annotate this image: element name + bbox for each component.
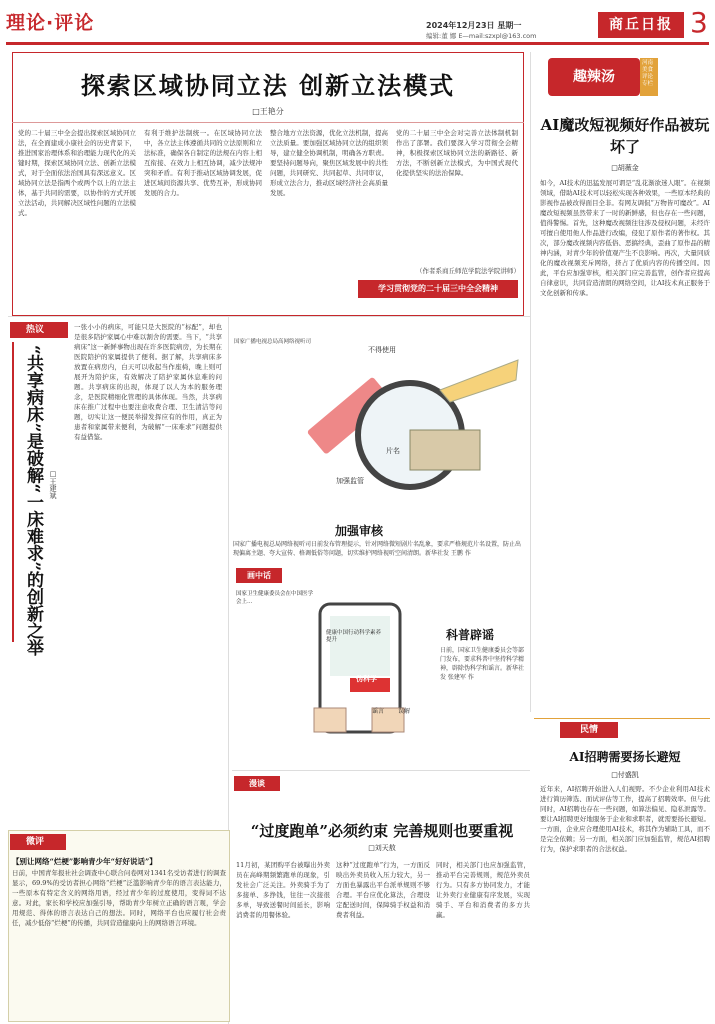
film-card (410, 430, 480, 470)
author-note: （作者系商丘师范学院法学院讲师） (416, 267, 520, 275)
rumor-sign (314, 708, 346, 732)
huazhong-text: 日前，国家卫生健康委员会等部门发布，要求科普中坚持科学精神，辟除伪科学和谣言。新华社发 张建军 作 (440, 647, 525, 681)
header-rule (6, 42, 709, 45)
mantan-column-3: 同时，相关部门也应加强监管，推动平台完善规则，规范外卖员行为。只有多方协同发力，才能让外卖行业健康有序发展，实现骑手、平台和消费者的多方共赢。 (436, 861, 530, 919)
illustration-caption: 国家广播电视总局高网络视听司 (234, 339, 312, 345)
ai-video-article-author: □胡薇金 (611, 164, 639, 172)
newspaper-logo: 商丘日报 (598, 12, 684, 38)
lead-article-column-4: 党的二十届三中全会对完善立法体制机制作出了部署。我们要深入学习贯彻全会精神，积极探索区域协同立法的新路径、新方法，不断创新立法模式，为中国式现代化提供坚实的法治保障。 (396, 129, 518, 177)
misunderstanding-label: 误解 (398, 708, 411, 715)
lead-article-column-1: 党的二十届三中全会提出探索区域协同立法，在全面建成小康社会的历史背景下，推进国家治理体系和治理能力现代化的关键时期，探索区域协同立法、创新立法模式，对于全面依法治国具有深远意义。区域协同立法是指两个或两个以上的立法主体，基于共同的需要，以协作的方式开展立法活动，共同解决区域性问题的立法模式。 (18, 129, 136, 217)
huazhong-heading: 科普辟谣 (446, 628, 495, 642)
ai-video-article-body: 如今，AI技术的迅猛发展可谓是“乱花渐欲迷人眼”。在视频领域，借助AI技术可以轻松实现各种效果，一些原本经典的影视作品被改得面目全非。有网友调侃“万物皆可魔改”。AI魔改短视频虽然带来了一时的新鲜感，但也存在一些问题，值得警惕。首先，这种魔改视频往往涉及侵权问题，未经许可擅自使用他人作品进行改编，侵犯了原作者的著作权。其次，部分魔改视频内容低俗、恶搞经典，歪曲了原作品的精神内涵，对青少年的价值观产生不良影响。再次，大量同质化的魔改视频充斥网络，挤占了优质内容的传播空间。因此，平台应加强审核，相关部门应完善监管，创作者应提高自律意识，共同营造清朗的网络空间，让AI技术真正服务于文化创新和传承。 (540, 179, 710, 297)
column-tag: 趣辣汤 (548, 58, 640, 96)
mantan-column-1: 11月初，某团购平台被曝出外卖员在高峰期频繁跑单的现象，引发社会广泛关注。外卖骑手为了多接单、多挣钱，往往一次接很多单，导致送餐时间延长，影响消费者的用餐体验。 (236, 861, 330, 919)
pseudo-science-label: 伪科学 (356, 675, 377, 683)
page-number: 3 (690, 6, 708, 39)
mantan-author: □刘天敖 (368, 844, 396, 852)
ai-recruit-article-body: 近年来，AI招聘开始进入人们视野。不少企业利用AI技术进行简历筛选、面试评估等工作，提高了招聘效率。但与此同时，AI招聘也存在一些问题，如算法偏见、隐私泄露等。要让AI招聘更好地服务于企业和求职者，就需要扬长避短。一方面，企业应合理使用AI技术，将其作为辅助工具，而不是完全依赖；另一方面，相关部门应加强监管，规范AI招聘行为，保护求职者的合法权益。 (540, 785, 710, 853)
rumor-label: 谣言 (372, 708, 385, 715)
mantan-column-2: 这种“过度跑单”行为，一方面反映出外卖员收入压力较大，另一方面也暴露出平台派单规则不够合理。平台应优化算法，合理设定配送时间，保障骑手权益和消费者利益。 (336, 861, 430, 919)
lead-article-author: □王艳分 (252, 107, 284, 116)
huazhong-caption: 国家卫生健康委员会在中国医学会上… (236, 591, 314, 605)
issue-date: 2024年12月23日 星期一 (426, 21, 522, 30)
illustration-text: 国家广播电视总局网络视听司日前发布管理提示，针对网络微短剧片名乱象，要求严格规范片名设置，防止出现偏离主题、夸大宣传、格调低俗等问题，切实维护网络视听空间清朗。新华社发 王鹏 作 (233, 541, 522, 557)
hot-topic-title[interactable]: “共享病床”是破解“一床难求”的创新之举 (23, 345, 43, 657)
phone-screen (330, 616, 390, 676)
lead-article-column-2: 有利于维护法制统一。在区域协同立法中，各立法主体遵循共同的立法原则和立法标准，确保各自制定的法规在内容上相互衔接、在效力上相互协调，减少法规冲突和矛盾。有利于推动区域协调发展，促进区域间资源共享、优势互补，形成协同发展的合力。 (144, 129, 262, 197)
minsheng-tag: 民情 (560, 722, 618, 738)
magnifier-illustration (290, 350, 526, 520)
huazhong-tag: 画中话 (236, 568, 282, 583)
topic-banner: 学习贯彻党的二十届三中全会精神 (358, 280, 518, 298)
weiping-body: 日前，中国青年报社社会调查中心联合问卷网对1341名受访者进行的调查显示，69.9%的受访者担心网络“烂梗”泛滥影响青少年的语言表达能力，一些原本有特定含义的网络用语，经过青少年的过度使用，变得词不达意。对此，家长和学校应加强引导，帮助青少年树立正确的语言观，学会用规范、得体的语言表达自己的想法。同时，网络平台也应履行社会责任，减少低俗“烂梗”的传播，共同营造健康向上的网络语言环境。 (12, 869, 226, 927)
editor-info: 编辑:董 娜 E—mail:szxpl@163.com (426, 32, 537, 40)
mantan-tag: 漫谈 (234, 776, 280, 791)
mantan-rule (232, 770, 530, 771)
ai-video-article-title[interactable]: AI魔改短视频好作品被玩坏了 (540, 116, 710, 156)
hot-topic-author: □王建斌 (49, 470, 57, 499)
hot-topic-body: 一张小小的病床，可能只是大医院的“标配”，却也是很多陪护家属心中难以割舍的需要。当下，“共享病床”这一新鲜事物出现在许多医院病房，为长期在医院陪护的家属提供了便利。据了解，共享病床多放置在病房内，白天可以收起当作座椅，晚上则可展开为陪护床，有效解决了陪护家属休息难的问题。共享病床的出现，体现了以人为本的服务理念，是医院精细化管理的具体体现。当然，共享病床在推广过程中也要注意收费合理、卫生清洁等问题，切实让这一便民举措发挥应有的作用，真正为患者和家属带来便利，为破解“一床难求”问题提供有益借鉴。 (74, 323, 222, 441)
burst-shape (440, 360, 518, 402)
ai-recruit-article-author: □付盛凯 (611, 771, 639, 779)
prohibited-label: 不得使用 (368, 346, 396, 354)
hot-topic-rule (12, 342, 14, 642)
lead-article-title[interactable]: 探索区域协同立法 创新立法模式 (80, 71, 456, 100)
section-title: 理论·评论 (6, 12, 95, 34)
weiping-title[interactable]: 【别让网络“烂梗”影响青少年“好好说话”】 (12, 857, 157, 866)
hot-topic-tag: 热议 (10, 322, 68, 338)
column-tag-side: 河南美食评论专栏 (640, 58, 658, 96)
lead-article-column-3: 整合地方立法资源，优化立法机制，提高立法质量。要加强区域协同立法的组织领导，建立健全协调机制，明确各方职责。要坚持问题导向，聚焦区域发展中的共性问题，共同研究、共同起草、共同审议，形成立法合力，推动区域经济社会高质量发展。 (270, 129, 388, 197)
mantan-title[interactable]: “过度跑单”必须约束 完善规则也要重视 (250, 822, 514, 840)
lead-divider (12, 122, 524, 123)
section-divider (8, 316, 530, 317)
weiping-tag: 微评 (10, 834, 66, 850)
ai-recruit-article-title[interactable]: AI招聘需要扬长避短 (569, 750, 681, 764)
illustration-heading: 加强审核 (335, 524, 384, 538)
science-label: 健康中国行动科学素养提升 (326, 630, 382, 643)
film-title-label: 片名 (386, 447, 400, 455)
supervision-label: 加强监管 (336, 477, 364, 485)
